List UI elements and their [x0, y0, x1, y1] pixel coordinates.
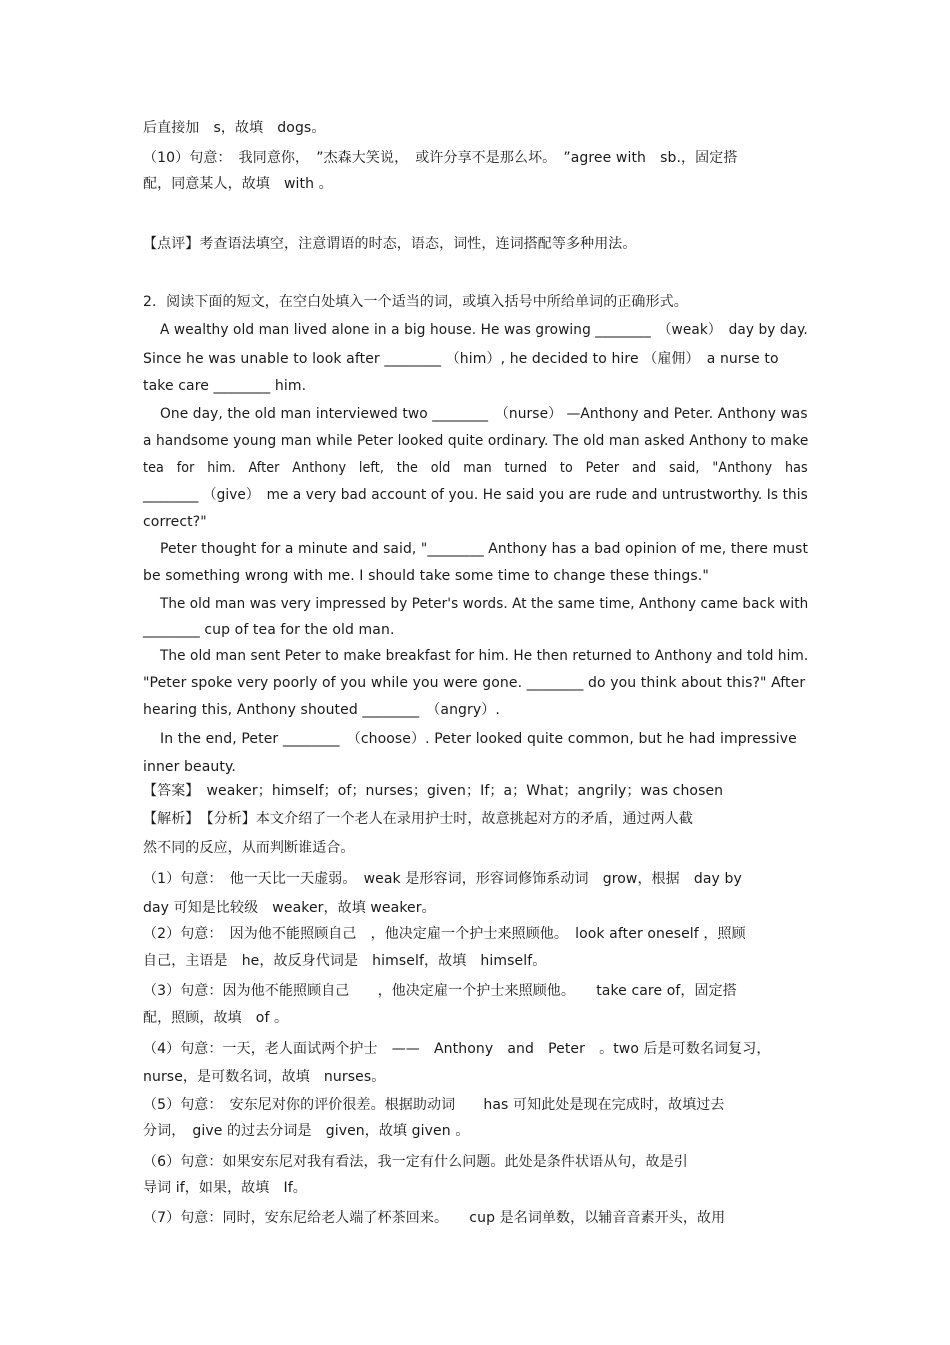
explanation-line: day 可知是比较级 weaker，故填 weaker。 — [143, 900, 436, 916]
commentary-line: 【点评】考查语法填空，注意谓语的时态，语态，词性，连词搭配等多种用法。 — [143, 236, 637, 252]
passage-line: hearing this, Anthony shouted ________ （angry）. — [143, 702, 500, 718]
explanation-line: （5）句意： 安东尼对你的评价很差。根据助动词 has 可知此处是现在完成时，故填过去 — [143, 1097, 725, 1113]
passage-line: inner beauty. — [143, 759, 236, 775]
analysis-line: 【解析】 【分析】本文介绍了一个老人在录用护士时，故意挑起对方的矛盾，通过两人截 — [143, 811, 693, 827]
question-heading: 2．阅读下面的短文，在空白处填入一个适当的词，或填入括号中所给单词的正确形式。 — [143, 294, 688, 310]
explanation-line: （2）句意： 因为他不能照顾自己 ，他决定雇一个护士来照顾他。 look after oneself ，照顾 — [143, 926, 746, 942]
text-line: 后直接加 s，故填 dogs。 — [143, 120, 326, 136]
passage-line: Since he was unable to look after ________ （him）, he decided to hire （雇佣） a nurse to — [143, 351, 779, 367]
passage-line: Peter thought for a minute and said, "________ Anthony has a bad opinion of me, there must — [160, 541, 809, 557]
passage-line: A wealthy old man lived alone in a big house. He was growing ________ （weak） day by day. — [160, 322, 808, 338]
explanation-line: 自己，主语是 he，故反身代词是 himself，故填 himself。 — [143, 953, 547, 969]
explanation-line: 分词， give 的过去分词是 given，故填 given 。 — [143, 1123, 470, 1139]
explanation-line: nurse，是可数名词，故填 nurses。 — [143, 1069, 386, 1085]
passage-line: One day, the old man interviewed two ________ （nurse） —Anthony and Peter. Anthony was — [160, 406, 808, 422]
passage-line: "Peter spoke very poorly of you while you were gone. ________ do you think about this?" After — [143, 675, 806, 691]
passage-line: In the end, Peter ________ （choose）. Peter looked quite common, but he had impressive — [160, 731, 797, 747]
passage-line: The old man was very impressed by Peter's words. At the same time, Anthony came back with — [160, 596, 809, 612]
passage-line: take care ________ him. — [143, 378, 307, 394]
passage-line: ________ （give） me a very bad account of you. He said you are rude and untrustworthy. Is this — [143, 487, 808, 503]
passage-line: correct?" — [143, 514, 207, 530]
passage-line: be something wrong with me. I should take some time to change these things." — [143, 568, 709, 584]
passage-line: The old man sent Peter to make breakfast for him. He then returned to Anthony and told him. — [160, 648, 809, 664]
passage-line: a handsome young man while Peter looked quite ordinary. The old man asked Anthony to make — [143, 433, 809, 449]
passage-line: ________ cup of tea for the old man. — [143, 622, 395, 638]
answer-line: 【答案】 weaker；himself；of；nurses；given；If；a；What；angrily；was chosen — [143, 783, 724, 799]
explanation-line: （6）句意：如果安东尼对我有看法，我一定有什么问题。此处是条件状语从句，故是引 — [143, 1154, 688, 1170]
explanation-line: 配，照顾，故填 of 。 — [143, 1010, 289, 1026]
explanation-line: （7）句意：同时，安东尼给老人端了杯茶回来。 cup 是名词单数，以辅音音素开头，故用 — [143, 1210, 726, 1226]
explanation-line: （4）句意：一天，老人面试两个护士 —— Anthony and Peter 。two 后是可数名词复习， — [143, 1041, 771, 1057]
analysis-line: 然不同的反应，从而判断谁适合。 — [143, 840, 355, 856]
explanation-line: （1）句意： 他一天比一天虚弱。 weak 是形容词，形容词修饰系动词 grow，根据 day by — [143, 871, 742, 887]
text-line: （10）句意： 我同意你， ”杰森大笑说， 或许分享不是那么坏。 ”agree with sb.，固定搭 — [143, 150, 738, 166]
explanation-line: （3）句意：因为他不能照顾自己 ，他决定雇一个护士来照顾他。 take care of，固定搭 — [143, 983, 737, 999]
text-line: 配，同意某人，故填 with 。 — [143, 176, 333, 192]
explanation-line: 导词 if，如果，故填 If。 — [143, 1180, 307, 1196]
passage-line: tea for him. After Anthony left, the old man turned to Peter and said, "Anthony has — [143, 460, 808, 476]
